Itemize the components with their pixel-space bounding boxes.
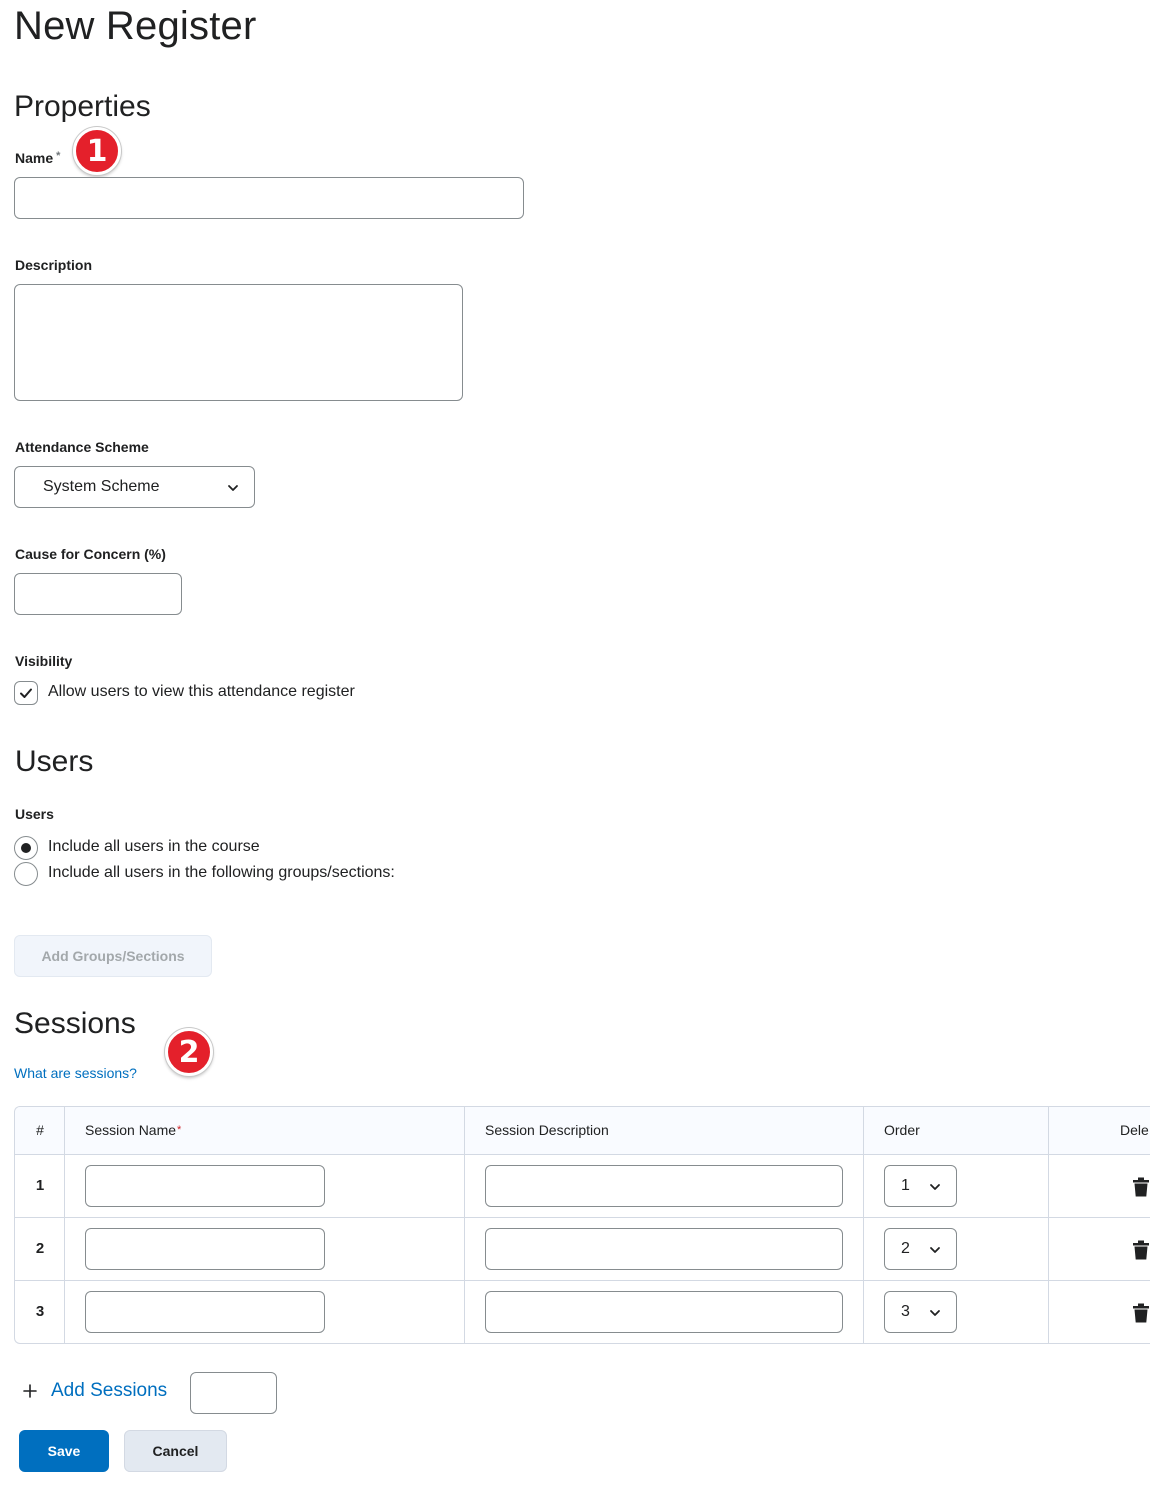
row-number: 1 <box>35 1177 45 1194</box>
page-title: New Register <box>14 4 257 48</box>
chevron-down-icon <box>928 1306 942 1320</box>
visibility-option-label: Allow users to view this attendance register <box>48 683 355 700</box>
table-row <box>15 1155 1150 1218</box>
checkmark-icon <box>18 685 34 701</box>
properties-heading: Properties <box>14 90 151 123</box>
order-select[interactable] <box>884 1165 957 1207</box>
column-header-number: # <box>36 1122 44 1138</box>
session-description-input[interactable] <box>485 1291 843 1333</box>
attendance-scheme-select[interactable] <box>14 466 255 508</box>
cause-for-concern-input[interactable] <box>14 573 182 615</box>
order-value: 1 <box>901 1177 910 1194</box>
sessions-heading: Sessions <box>14 1007 136 1040</box>
order-value: 3 <box>901 1303 910 1320</box>
users-heading: Users <box>15 745 94 778</box>
session-description-input[interactable] <box>485 1228 843 1270</box>
chevron-down-icon <box>226 481 240 495</box>
description-textarea[interactable] <box>14 284 463 401</box>
radio-all-course-users[interactable] <box>14 836 38 860</box>
trash-icon[interactable] <box>1133 1240 1149 1260</box>
radio-all-course-users-label: Include all users in the course <box>48 838 260 855</box>
sessions-table-header <box>15 1107 1150 1155</box>
session-description-input[interactable] <box>485 1165 843 1207</box>
row-number: 2 <box>35 1240 45 1257</box>
chevron-down-icon <box>928 1180 942 1194</box>
add-sessions-count-input[interactable] <box>190 1372 277 1414</box>
trash-icon[interactable] <box>1133 1177 1149 1197</box>
column-header-session-description: Session Description <box>485 1122 609 1138</box>
attendance-scheme-value: System Scheme <box>43 478 160 495</box>
name-input[interactable] <box>14 177 524 219</box>
save-button[interactable]: Save <box>19 1430 109 1472</box>
add-sessions-button[interactable] <box>22 1380 167 1402</box>
column-header-delete: Dele <box>1120 1122 1149 1138</box>
what-are-sessions-link[interactable]: What are sessions? <box>14 1065 137 1081</box>
column-header-session-name: Session Name* <box>85 1122 182 1138</box>
row-number: 3 <box>35 1303 45 1320</box>
chevron-down-icon <box>928 1243 942 1257</box>
visibility-checkbox[interactable] <box>14 681 38 705</box>
session-name-input[interactable] <box>85 1291 325 1333</box>
radio-groups-sections[interactable] <box>14 862 38 886</box>
order-value: 2 <box>901 1240 910 1257</box>
radio-selected-dot <box>21 843 31 853</box>
users-label: Users <box>15 806 54 822</box>
order-select[interactable] <box>884 1291 957 1333</box>
required-mark: * <box>177 1124 182 1136</box>
add-groups-sections-button[interactable]: Add Groups/Sections <box>14 935 212 977</box>
annotation-badge-2: 2 <box>165 1028 213 1076</box>
description-label: Description <box>15 257 93 273</box>
table-row <box>15 1281 1150 1344</box>
column-header-order: Order <box>884 1122 920 1138</box>
attendance-scheme-label: Attendance Scheme <box>15 439 149 455</box>
order-select[interactable] <box>884 1228 957 1270</box>
add-sessions-label: Add Sessions <box>51 1380 168 1401</box>
table-row <box>15 1218 1150 1281</box>
name-label: Name * <box>15 150 61 166</box>
sessions-table <box>14 1106 1150 1344</box>
session-name-input[interactable] <box>85 1165 325 1207</box>
cancel-button[interactable]: Cancel <box>124 1430 227 1472</box>
trash-icon[interactable] <box>1133 1303 1149 1323</box>
radio-groups-sections-label: Include all users in the following groups/sections: <box>48 864 395 881</box>
session-name-input[interactable] <box>85 1228 325 1270</box>
visibility-label: Visibility <box>15 653 73 669</box>
plus-icon <box>22 1383 38 1399</box>
annotation-badge-1: 1 <box>73 127 121 175</box>
cause-for-concern-label: Cause for Concern (%) <box>15 546 166 562</box>
required-mark: * <box>56 150 61 162</box>
